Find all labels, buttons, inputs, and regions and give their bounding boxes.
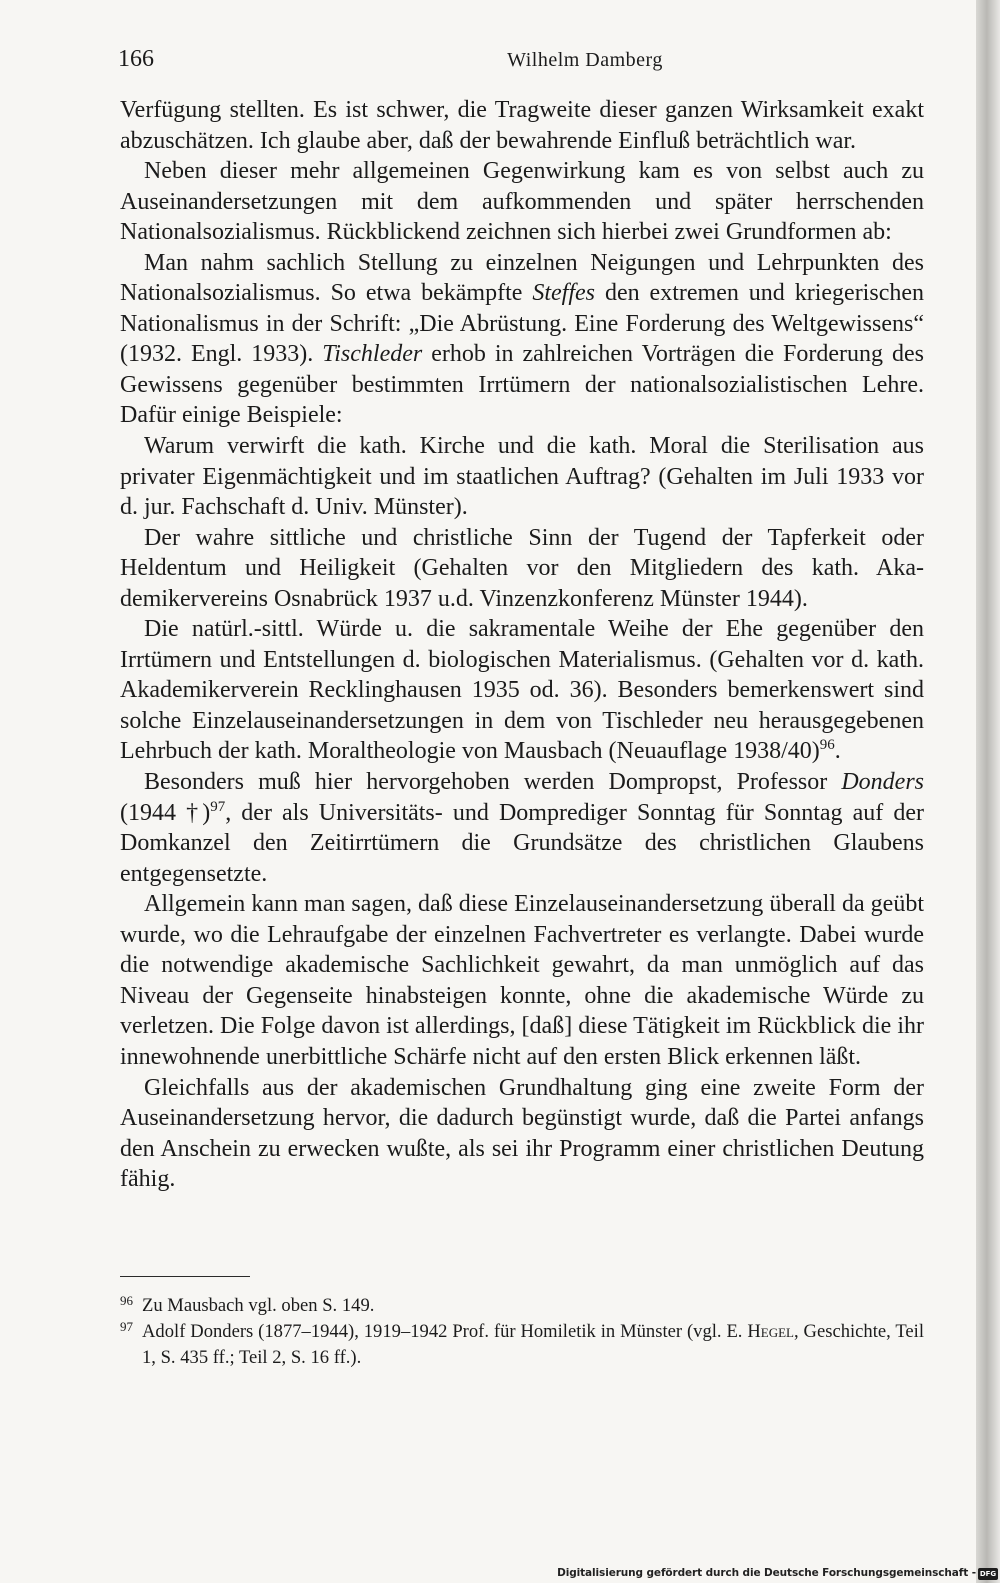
name-tischleder: Tischleder: [322, 341, 423, 368]
page-edge-shadow: [976, 0, 1000, 1583]
footnote-97-text-a: Adolf Donders (1877–1944), 1919–1942 Prof. für Homiletik in Münster (vgl. E.: [142, 1321, 748, 1342]
page-number: 166: [118, 46, 154, 72]
name-steffes: Steffes: [532, 280, 596, 307]
paragraph-6-text-b: .: [834, 738, 841, 765]
body-text: [120, 95, 924, 1195]
paragraph-3-text-a: Man nahm sachlich Stellung zu einzelnen Neigungen und Lehrpunkten des Nationalsozialismus. So etwa bekämpfte: [120, 249, 924, 307]
dfg-logo-icon: [978, 1568, 998, 1580]
paragraph-7-text-b: (1944 †): [120, 799, 211, 826]
paragraph-9: Gleichfalls aus der akademischen Grundhaltung ging eine zweite Form der Auseinandersetzung hervor, die dadurch begünstigt wurde, daß die Partei anfangs den Anschein zu erwecken wußte, als sei ihr Programm einer christlichen Deutung fähig.: [120, 1074, 924, 1193]
paragraph-7-text-c: , der als Universitäts- und Domprediger Sonntag für Sonntag auf der Domkanzel den Zeitirrtümern die Grundsätze des christlichen Glaubens entgegensetzte.: [120, 799, 925, 887]
footnote-divider: [120, 1276, 250, 1277]
paragraph-2: Neben dieser mehr allgemeinen Gegenwirkung kam es von selbst auch zu Auseinandersetzungen mit dem aufkommenden und später herrschenden Nationalsozialismus. Rückblickend zeichnen sich hierbei zwei Grundformen ab:: [120, 158, 924, 246]
paragraph-3-text-b: den extremen und kriegerischen Nationalismus in der Schrift: „Die Abrüstung. Eine Forderung des Weltgewissens“ (1932. Engl. 1933).: [120, 280, 924, 368]
footnote-97-text-b: , Geschichte, Teil 1, S. 435 ff.; Teil 2, S. 16 ff.).: [142, 1321, 924, 1368]
paragraph-7: [120, 767, 924, 889]
running-title: Wilhelm Damberg: [507, 49, 663, 71]
paragraph-5: Der wahre sittliche und christliche Sinn der Tugend der Tapferkeit oder Heldentum und Heiligkeit (Gehalten vor den Mitgliedern des kath. Akademikervereins Osnabrück 1937 u.d. Vinzenzkonferenz Münster 1944).: [120, 524, 924, 612]
footnote-ref-97[interactable]: 97: [210, 798, 226, 815]
digitization-credit: Digitalisierung gefördert durch die Deutsche Forschungsgemeinschaft -: [557, 1567, 976, 1579]
paragraph-7-text-a: Besonders muß hier hervorgehoben werden Dompropst, Professor: [144, 769, 842, 796]
name-donders: Donders: [841, 769, 924, 796]
running-head: [118, 46, 924, 80]
footnotes: [120, 1293, 924, 1371]
paragraph-6-text-a: Die natürl.-sittl. Würde u. die sakramentale Weihe der Ehe gegenüber den Irrtümern und Entstellungen d. biologischen Materialismus. (Gehalten vor d. kath. Akademikerverein Recklinghausen 1935 od. 36). Besonders bemerkenswert sind solche Einzelauseinandersetzungen in dem von Tischleder neu herausgegebenen Lehrbuch der kath. Moraltheologie von Mausbach (Neuauflage 1938/40): [120, 616, 924, 765]
paragraph-4: Warum verwirft die kath. Kirche und die kath. Moral die Sterilisation aus privater Eigenmächtigkeit und im staatlichen Auftrag? (Gehalten im Juli 1933 vor d. jur. Fachschaft d. Univ. Münster).: [120, 433, 924, 521]
footnote-96: 96 Zu Mausbach vgl. oben S. 149.: [120, 1293, 375, 1316]
dfg-logo-text: DFG: [979, 1570, 997, 1578]
paragraph-3-text-c: erhob in zahlreichen Vorträgen die Forderung des Gewissens gegenüber bestimmten Irrtümern der nationalsozialistischen Lehre. Dafür einige Beispiele:: [120, 341, 924, 429]
paragraph-1: Verfügung stellten. Es ist schwer, die Tragweite dieser ganzen Wirksamkeit exakt abzuschätzen. Ich glaube aber, daß der bewahrende Einfluß beträchtlich war.: [120, 97, 924, 154]
paragraph-3: [120, 248, 924, 431]
author-hegel: Hegel: [747, 1321, 794, 1342]
footnote-97: 97 Adolf Donders (1877–1944), 1919–1942 Prof. für Homiletik in Münster (vgl. E. Hegel, Geschichte, Teil 1, S. 435 ff.; Teil 2, S. 16 ff.).: [120, 1319, 924, 1368]
footnote-ref-96[interactable]: 96: [819, 737, 835, 754]
footnote-96-text: Zu Mausbach vgl. oben S. 149.: [142, 1295, 375, 1316]
paragraph-6: [120, 614, 924, 767]
paragraph-8: Allgemein kann man sagen, daß diese Einzelauseinandersetzung überall da geübt wurde, wo die Lehraufgabe der einzelnen Fachvertreter es verlangte. Dabei wurde die notwendige akademische Sachlichkeit gewahrt, da man unmöglich auf das Niveau der Gegenseite hinabsteigen konnte, ohne die akademische Würde zu verletzen. Die Folge davon ist allerdings, [daß] diese Tätigkeit im Rückblick die ihr innewohnende unerbittliche Schärfe nicht auf den ersten Blick erkennen läßt.: [120, 891, 924, 1070]
